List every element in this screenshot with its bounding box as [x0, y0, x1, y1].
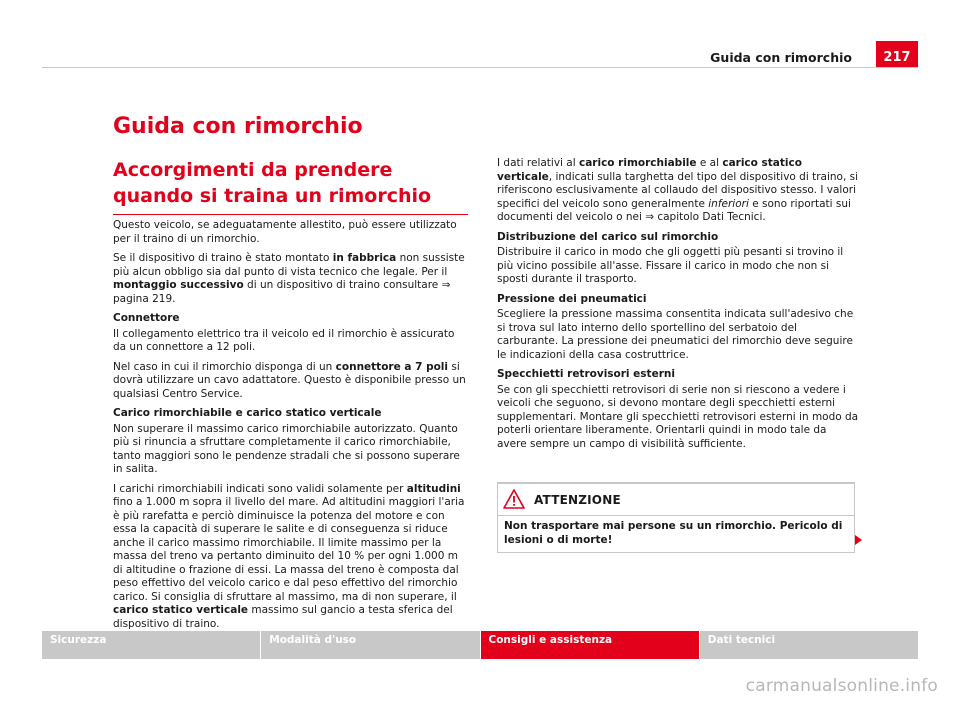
paragraph: Il collegamento elettrico tra il veicolo ed il rimorchio è assicurato da un connettore a 12 poli. [113, 327, 455, 353]
right-column [497, 157, 859, 457]
cross-reference-text: di un dispositivo di traino consultare ⇒ pagina 219. [113, 279, 451, 305]
text-run: I dati relativi al [497, 157, 579, 169]
paragraph [113, 252, 468, 306]
warning-divider [498, 515, 854, 516]
warning-header [498, 484, 854, 515]
paragraph: Non superare il massimo carico rimorchiabile autorizzato. Quanto più si rinuncia a sfruttare completamente il carico rimorchiabile, tanto maggiori sono le pendenze stradali che si possono superare in salita. [113, 422, 460, 475]
text-run: Se il dispositivo di traino è stato montato [113, 252, 333, 264]
emphasis-text: carico rimorchiabile [579, 157, 697, 169]
paragraph [113, 361, 468, 402]
text-run: si dovrà utilizzare un cavo adattatore. Questo è disponibile presso un qualsiasi Centro Service. [113, 360, 466, 400]
footer-tab-modalita-uso[interactable]: Modalità d'uso [261, 631, 479, 659]
section-title: Accorgimenti da prendere quando si traina un rimorchio [113, 157, 468, 215]
emphasis-text: altitudini [406, 482, 461, 495]
text-run: e al [696, 157, 723, 169]
paragraph: Se con gli specchietti retrovisori di serie non si riescono a vedere i veicoli che seguono, si devono montare degli specchietti esterni supplementari. Montare gli specchietti retrovisori esterni in modo da poterli orientare liberamente. Orientarli quindi in modo tale da avere sempre un campo di visibilità sufficiente. [497, 383, 859, 450]
warning-title: ATTENZIONE [534, 493, 621, 507]
footer-navigation [42, 631, 918, 659]
footer-tab-consigli-assistenza[interactable]: Consigli e assistenza [481, 631, 699, 659]
emphasis-text: in fabbrica [332, 252, 397, 264]
subheading-specchietti: Specchietti retrovisori esterni [497, 368, 675, 380]
warning-box [497, 482, 855, 553]
paragraph: Scegliere la pressione massima consentita indicata sull'adesivo che si trova sul lato interno dello sportellino del serbatoio del carburante. La pressione dei pneumatici del rimorchio deve seguire le indicazioni della casa costruttrice. [497, 308, 854, 361]
running-header-title: Guida con rimorchio [710, 50, 852, 65]
header-divider [42, 67, 918, 68]
italic-text: inferiori [708, 197, 749, 210]
warning-text: Non trasportare mai persone su un rimorchio. Pericolo di lesioni o di morte! [504, 520, 843, 546]
subheading-distribuzione: Distribuzione del carico sul rimorchio [497, 230, 719, 243]
cross-reference-text: e sono riportati sui documenti del veicolo o nei ⇒ capitolo Dati Tecnici. [497, 197, 851, 223]
continue-arrow-icon [855, 535, 862, 545]
chapter-title: Guida con rimorchio [113, 114, 363, 139]
text-run: Nel caso in cui il rimorchio disponga di un [113, 360, 336, 373]
page-number: 217 [876, 41, 918, 67]
subheading-carico: Carico rimorchiabile e carico statico verticale [113, 407, 382, 419]
left-column [113, 219, 468, 637]
footer-tab-dati-tecnici[interactable]: Dati tecnici [700, 631, 918, 659]
text-run: massimo sul gancio a testa sferica del dispositivo di traino. [113, 604, 453, 630]
paragraph: Questo veicolo, se adeguatamente allestito, può essere utilizzato per il traino di un rimorchio. [113, 219, 457, 245]
text-run: non sussiste più alcun obbligo sia dal punto di vista tecnico che legale. Per il [113, 252, 465, 278]
paragraph [497, 157, 859, 225]
paragraph: Distribuire il carico in modo che gli oggetti più pesanti si trovino il più vicino possibile all'asse. Fissare il carico in modo che non si sposti durante il trasporto. [497, 246, 844, 285]
text-run: , indicati sulla targhetta del tipo del dispositivo di traino, si riferiscono esclusivamente al collaudo del dispositivo stesso. I valori specifici del veicolo sono generalmente [497, 170, 859, 210]
emphasis-text: carico statico verticale [113, 604, 249, 616]
text-run: fino a 1.000 m sopra il livello del mare. Ad altitudini maggiori l'aria è più rarefatta e perciò diminuisce la potenza del motore e con essa la capacità di superare le salite e di conseguenza si riduce anche il carico massimo rimorchiabile. Il limite massimo per la massa del treno va pertanto diminuito del 10 % per ogni 1.000 m di altitudine o frazione di essi. La massa del treno è composta dal peso effettivo del veicolo carico e dal peso effettivo del rimorchio carico. Si consiglia di sfruttare al massimo, ma di non superare, il [113, 496, 465, 603]
footer-tab-sicurezza[interactable]: Sicurezza [42, 631, 260, 659]
watermark: carmanualsonline.info [745, 676, 938, 696]
paragraph [113, 483, 468, 632]
subheading-pressione: Pressione dei pneumatici [497, 292, 647, 305]
subheading-connettore: Connettore [113, 312, 180, 324]
emphasis-text: montaggio successivo [113, 279, 244, 291]
text-run: I carichi rimorchiabili indicati sono validi solamente per [113, 482, 407, 495]
emphasis-text: carico statico verticale [497, 157, 802, 183]
emphasis-text: connettore a 7 poli [335, 360, 449, 373]
warning-triangle-icon [503, 489, 525, 509]
